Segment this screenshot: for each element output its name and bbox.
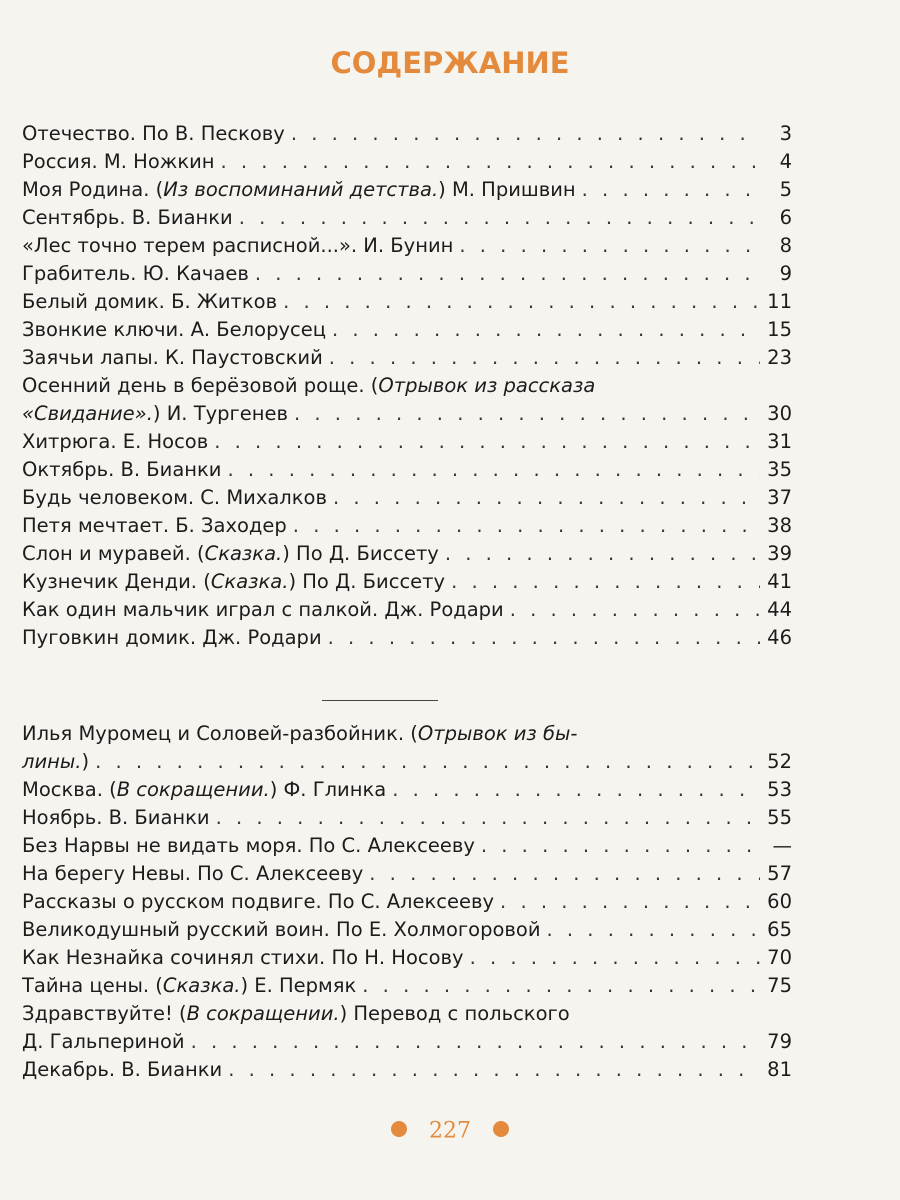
page-ref: 37 [767, 486, 792, 509]
entry-title [22, 568, 445, 596]
leader-dots [582, 176, 760, 204]
entry-title [22, 1002, 570, 1025]
entry-title-text: Без Нарвы не видать моря. По С. Алексееву [22, 834, 475, 857]
page-ref: 4 [779, 150, 792, 173]
entry-title-text: Заячьи лапы. К. Паустовский [22, 346, 323, 369]
page-ref: 30 [767, 402, 792, 425]
page-ref: 6 [779, 206, 792, 229]
page-ref: 15 [767, 318, 792, 341]
toc-entry [22, 944, 792, 972]
page-ref: 55 [767, 806, 792, 829]
entry-title-text: На берегу Невы. По С. Алексееву [22, 862, 364, 885]
entry-title-text: Октябрь. В. Бианки [22, 458, 222, 481]
toc-entry [22, 456, 792, 484]
entry-title-text: Д. Гальпериной [22, 1030, 185, 1053]
leader-dots [95, 748, 760, 776]
leader-dots [329, 344, 760, 372]
toc-entry [22, 484, 792, 512]
toc-entry [22, 232, 792, 260]
entry-title-text: Звонкие ключи. А. Белорусец [22, 318, 326, 341]
entry-title-text: ) Е. Пермяк [240, 974, 357, 997]
entry-title-italic: Отрывок из бы- [417, 722, 578, 745]
leader-dots [294, 400, 760, 428]
entry-title [22, 344, 323, 372]
toc-entry [22, 596, 792, 624]
entry-title [22, 888, 494, 916]
page-ref: 11 [767, 290, 792, 313]
page-number: 227 [429, 1118, 471, 1144]
entry-title-text: Петя мечтает. Б. Заходер [22, 514, 287, 537]
entry-title [22, 1056, 222, 1084]
page-title: СОДЕРЖАНИЕ [330, 46, 570, 80]
page-ref: 41 [767, 570, 792, 593]
leader-dots [293, 512, 760, 540]
entry-title [22, 624, 322, 652]
leader-dots [392, 776, 760, 804]
entry-title-text: Отечество. По В. Пескову [22, 122, 285, 145]
page-ref: — [772, 834, 792, 857]
toc-entry [22, 568, 792, 596]
toc-entry [22, 176, 792, 204]
entry-title [22, 972, 356, 1000]
toc-entry [22, 512, 792, 540]
right-bullet-icon [493, 1121, 509, 1137]
entry-title-text: Тайна цены. ( [22, 974, 163, 997]
entry-title [22, 596, 504, 624]
entry-title-continued [22, 400, 288, 428]
entry-title [22, 288, 277, 316]
entry-title-italic: В сокращении. [116, 778, 270, 801]
page-ref: 9 [779, 262, 792, 285]
page-ref: 46 [767, 626, 792, 649]
page-ref: 5 [779, 178, 792, 201]
leader-dots [255, 260, 760, 288]
entry-title [22, 832, 475, 860]
toc-entry [22, 832, 792, 860]
page-ref: 60 [767, 890, 792, 913]
toc-entry [22, 344, 792, 372]
toc-section-2 [22, 720, 792, 1084]
entry-title [22, 860, 363, 888]
page-ref: 53 [767, 778, 792, 801]
entry-title-text: Осенний день в берёзовой роще. ( [22, 374, 379, 397]
leader-dots [239, 204, 760, 232]
entry-title [22, 776, 386, 804]
entry-title [22, 540, 439, 568]
toc-entry [22, 888, 792, 916]
entry-title-text: Илья Муромец и Соловей-разбойник. ( [22, 722, 418, 745]
leader-dots [283, 288, 760, 316]
toc-entry [22, 720, 792, 776]
entry-title [22, 374, 595, 397]
entry-title [22, 512, 287, 540]
entry-title-text: Хитрюга. Е. Носов [22, 430, 209, 453]
entry-title-text: «Лес точно терем расписной...». И. Бунин [22, 234, 454, 257]
entry-title-text: Рассказы о русском подвиге. По С. Алексееву [22, 890, 495, 913]
entry-title [22, 944, 464, 972]
page-ref: 8 [779, 234, 792, 257]
toc-entry [22, 204, 792, 232]
entry-title [22, 428, 208, 456]
leader-dots [547, 916, 760, 944]
toc-entry [22, 316, 792, 344]
entry-title-text: ) По Д. Биссету [288, 570, 446, 593]
toc-entry [22, 288, 792, 316]
page-ref: 44 [767, 598, 792, 621]
page-ref: 31 [767, 430, 792, 453]
entry-title-text: Моя Родина. ( [22, 178, 164, 201]
leader-dots [510, 596, 760, 624]
leader-dots [445, 540, 760, 568]
leader-dots [191, 1028, 760, 1056]
entry-title [22, 232, 453, 260]
entry-title-text: Москва. ( [22, 778, 117, 801]
leader-dots [333, 484, 760, 512]
entry-title-italic: «Свидание». [22, 402, 153, 425]
leader-dots [470, 944, 760, 972]
toc-entry [22, 916, 792, 944]
entry-title-italic: Сказка. [162, 974, 241, 997]
page-ref: 65 [767, 918, 792, 941]
leader-dots [459, 232, 760, 260]
entry-title-text: Слон и муравей. ( [22, 542, 205, 565]
left-bullet-icon [391, 1121, 407, 1137]
toc-entry [22, 120, 792, 148]
leader-dots [481, 832, 760, 860]
entry-title-italic: Из воспоминаний детства. [163, 178, 439, 201]
leader-dots [451, 568, 760, 596]
entry-title-text: Кузнечик Денди. ( [22, 570, 211, 593]
leader-dots [214, 428, 760, 456]
entry-title-text: Грабитель. Ю. Качаев [22, 262, 249, 285]
toc-entry [22, 148, 792, 176]
toc-entry [22, 1056, 792, 1084]
page-footer [0, 1118, 900, 1144]
entry-title-italic: лины. [22, 750, 82, 773]
toc-entry [22, 540, 792, 568]
entry-title-text: Ноябрь. В. Бианки [22, 806, 210, 829]
entry-title-text: Сентябрь. В. Бианки [22, 206, 233, 229]
toc-entry [22, 624, 792, 652]
entry-title [22, 260, 249, 288]
entry-title-text: ) И. Тургенев [152, 402, 289, 425]
leader-dots [228, 456, 761, 484]
leader-dots [291, 120, 760, 148]
toc-entry [22, 260, 792, 288]
entry-title-continued [22, 748, 89, 776]
entry-title [22, 804, 210, 832]
entry-title-text: Здравствуйте! ( [22, 1002, 187, 1025]
page-ref: 35 [767, 458, 792, 481]
leader-dots [221, 148, 760, 176]
page-ref: 23 [767, 346, 792, 369]
toc-entry [22, 1000, 792, 1056]
entry-title-text: ) По Д. Биссету [282, 542, 439, 565]
page-ref: 52 [767, 750, 792, 773]
page-ref: 57 [767, 862, 792, 885]
entry-title-italic: Отрывок из рассказа [378, 374, 596, 397]
page-ref: 39 [767, 542, 792, 565]
leader-dots [328, 624, 760, 652]
page-ref: 79 [767, 1030, 792, 1053]
entry-title-italic: Сказка. [204, 542, 283, 565]
leader-dots [228, 1056, 760, 1084]
toc-entry [22, 804, 792, 832]
entry-title [22, 148, 215, 176]
entry-title-text: Как один мальчик играл с палкой. Дж. Родари [22, 598, 504, 621]
leader-dots [500, 888, 760, 916]
leader-dots [362, 972, 760, 1000]
page-ref: 81 [767, 1058, 792, 1081]
entry-title [22, 204, 233, 232]
entry-title [22, 484, 327, 512]
entry-title-text: Будь человеком. С. Михалков [22, 486, 327, 509]
entry-title-text: Как Незнайка сочинял стихи. По Н. Носову [22, 946, 464, 969]
toc-entry [22, 860, 792, 888]
entry-title-text: ) [81, 750, 90, 773]
page-ref: 3 [779, 122, 792, 145]
entry-title-text: ) М. Пришвин [438, 178, 576, 201]
toc-section-1 [22, 120, 792, 652]
toc-entry [22, 972, 792, 1000]
entry-title-italic: В сокращении. [186, 1002, 340, 1025]
entry-title-text: Белый домик. Б. Житков [22, 290, 278, 313]
page-ref: 75 [767, 974, 792, 997]
entry-title [22, 456, 222, 484]
entry-title-text: Великодушный русский воин. По Е. Холмогоровой [22, 918, 541, 941]
entry-title-italic: Сказка. [210, 570, 289, 593]
page-ref: 70 [767, 946, 792, 969]
section-divider [322, 700, 438, 701]
entry-title [22, 722, 577, 745]
entry-title [22, 176, 576, 204]
leader-dots [369, 860, 760, 888]
entry-title-text: Пуговкин домик. Дж. Родари [22, 626, 322, 649]
entry-title-text: ) Ф. Глинка [269, 778, 387, 801]
entry-title [22, 916, 541, 944]
entry-title-text: Декабрь. В. Бианки [22, 1058, 223, 1081]
entry-title-text: ) Перевод с польского [339, 1002, 570, 1025]
leader-dots [332, 316, 760, 344]
page-ref: 38 [767, 514, 792, 537]
leader-dots [216, 804, 760, 832]
entry-title-text: Россия. М. Ножкин [22, 150, 215, 173]
toc-entry [22, 428, 792, 456]
entry-title-continued [22, 1028, 185, 1056]
toc-entry [22, 372, 792, 428]
entry-title [22, 316, 326, 344]
entry-title [22, 120, 285, 148]
toc-entry [22, 776, 792, 804]
